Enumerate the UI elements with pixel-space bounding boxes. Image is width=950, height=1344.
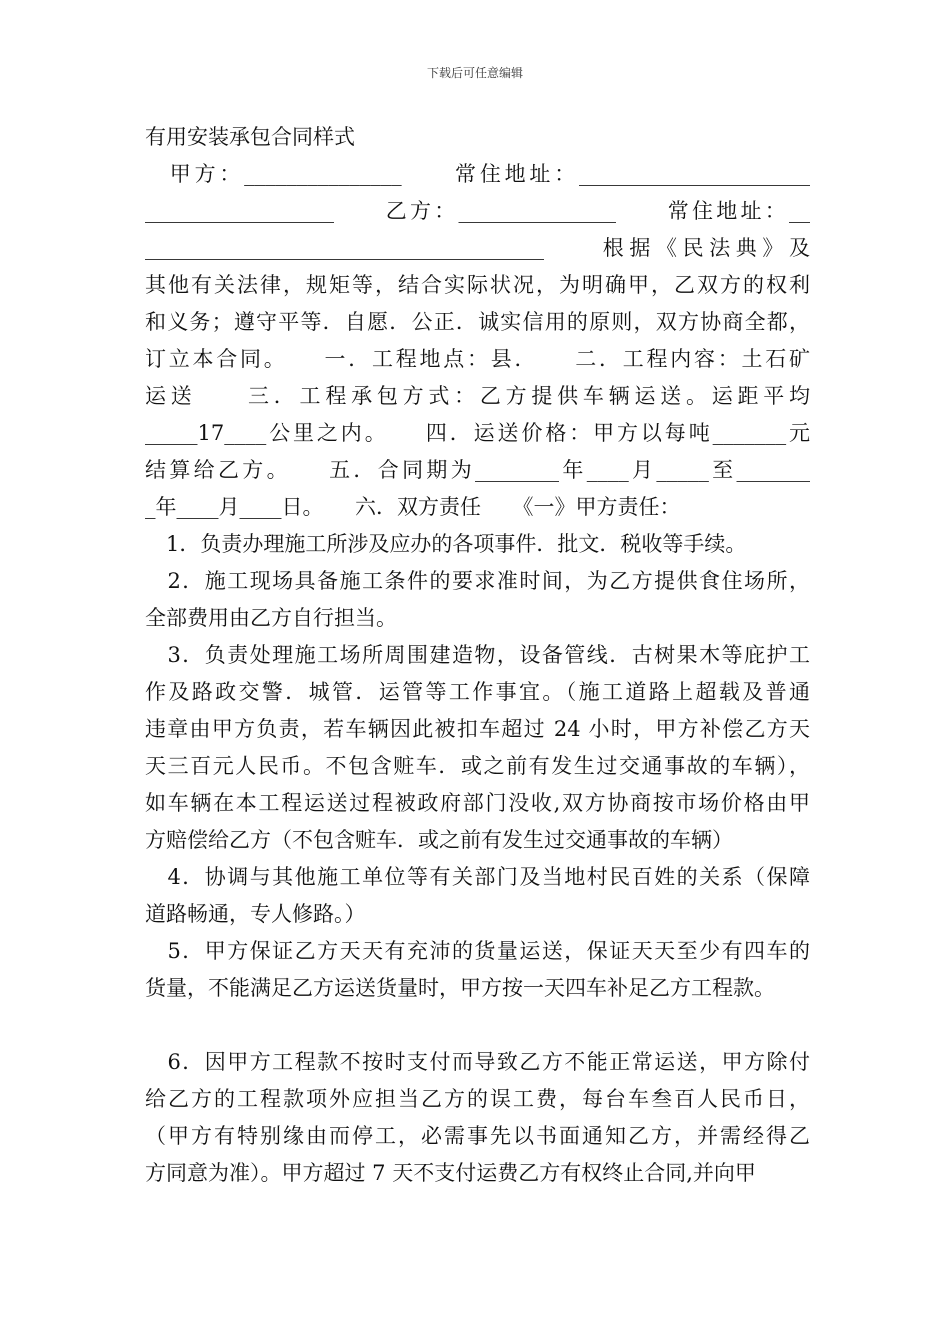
text-line: 其他有关法律，规矩等，结合实际状况，为明确甲，乙双方的权利: [145, 273, 810, 297]
text-line: 运送 三．工程承包方式：乙方提供车辆运送。运距平均: [145, 384, 810, 408]
text-line: 和义务；遵守平等．自愿．公正．诚实信用的原则，双方协商全都，: [145, 310, 810, 334]
clause-6-line: 方同意为准）。甲方超过 7 天不支付运费乙方有权终止合同,并向甲: [145, 1161, 756, 1185]
contract-title: 有用安装承包合同样式: [145, 125, 355, 149]
clause-5-line: 5．甲方保证乙方天天有充沛的货量运送，保证天天至少有四车的: [145, 939, 810, 963]
text-line: _年____月____日。 六．双方责任 《一》甲方责任：: [145, 495, 681, 519]
clause-4-line: 4．协调与其他施工单位等有关部门及当地村民百姓的关系（保障: [145, 865, 810, 889]
paragraph-gap: [145, 1007, 810, 1044]
clause-6-line: （甲方有特别缘由而停工，必需事先以书面通知乙方，并需经得乙: [145, 1124, 810, 1148]
clause-5-line: 货量，不能满足乙方运送货量时，甲方按一天四车补足乙方工程款。: [145, 976, 775, 1000]
text-line: 甲方：_______________ 常住地址：______________________: [145, 162, 810, 186]
clause-6-line: 6．因甲方工程款不按时支付而导致乙方不能正常运送，甲方除付: [145, 1050, 810, 1074]
clause-3-line: 违章由甲方负责，若车辆因此被扣车超过 24 小时，甲方补偿乙方天: [145, 717, 810, 741]
clause-3-line: 如车辆在本工程运送过程被政府部门没收,双方协商按市场价格由甲: [145, 791, 810, 815]
text-line: __________________ 乙方：_______________ 常住地址：__: [145, 199, 810, 223]
clause-2-line: 2．施工现场具备施工条件的要求准时间，为乙方提供食住场所，: [145, 569, 810, 593]
clause-3-line: 天三百元人民币。不包含赃车．或之前有发生过交通事故的车辆），: [145, 754, 810, 778]
clause-6-line: 给乙方的工程款项外应担当乙方的误工费，每台车叁百人民币日，: [145, 1087, 810, 1111]
contract-body: [145, 118, 810, 1192]
clause-3-line: 3．负责处理施工场所周围建造物，设备管线．古树果木等庇护工: [145, 643, 810, 667]
text-line: _____17____公里之内。 四．运送价格：甲方以每吨_______元: [145, 421, 810, 445]
clause-3-line: 方赔偿给乙方（不包含赃车．或之前有发生过交通事故的车辆）: [145, 828, 733, 852]
clause-3-line: 作及路政交警．城管．运管等工作事宜。（施工道路上超载及普通: [145, 680, 810, 704]
clause-4-line: 道路畅通，专人修路。）: [145, 902, 366, 926]
clause-2-line: 全部费用由乙方自行担当。: [145, 606, 397, 630]
text-line: 结算给乙方。 五．合同期为________年____月_____至_______: [145, 458, 810, 482]
text-line: 订立本合同。 一．工程地点：县． 二．工程内容：土石矿: [145, 347, 810, 371]
text-line: ______________________________________ 根据《民法典》及: [145, 236, 810, 260]
clause-1-line: 1．负责办理施工所涉及应办的各项事件．批文．税收等手续。: [145, 532, 747, 556]
page-header: 下载后可任意编辑: [426, 66, 523, 80]
